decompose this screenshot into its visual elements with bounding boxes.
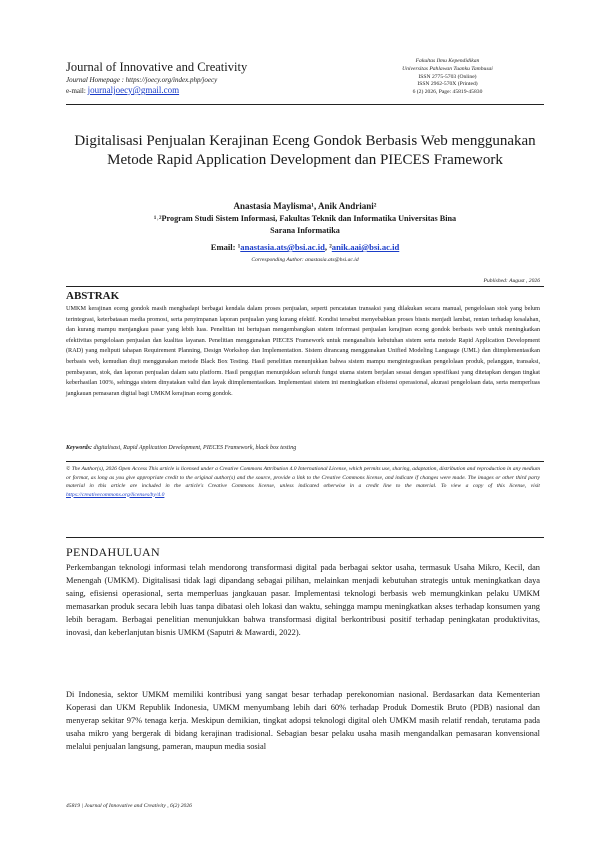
issn-print: ISSN 2962-570X (Printed)	[417, 81, 478, 88]
publisher-faculty: Fakultas Ilmu Kependidikan	[415, 58, 480, 64]
journal-email-label: e-mail:	[66, 87, 86, 95]
article-title: Digitalisasi Penjualan Kerajinan Eceng Gondok Berbasis Web menggunakan Metode Rapid Application Development dan PIECES Framework	[74, 133, 536, 168]
email-link-1[interactable]: anastasia.ats@bsi.ac.id	[240, 242, 325, 252]
abstract-text: UMKM kerajinan eceng gondok masih menghadapi berbagai kendala dalam proses penjualan, seperti pencatatan transaksi yang dilakukan secara manual, pengelolaan stok yang belum terintegrasi, keterbatasan media promosi, serta penyimpanan laporan penjualan yang kurang efektif. Kondisi tersebut menyebabkan proses bisnis menjadi lambat, rentan terhadap kesalahan, dan kurang mampu menjangkau pasar yang lebih luas. Penelitian ini bertujuan mengembangkan sistem informasi penjualan kerajinan eceng gondok berbasis web untuk meningkatkan efektivitas pengelolaan penjualan dan kualitas layanan. Penelitian menggunakan PIECES Framework untuk menganalisis kebutuhan sistem serta metode Rapid Application Development (RAD) yang meliputi tahapan Requirement Planning, Design Workshop dan Implementation. Sistem dirancang menggunakan Unified Modeling Language (UML) dan diimplementasikan berbasis web, kemudian diuji menggunakan metode Black Box Testing. Hasil penelitian menunjukkan bahwa sistem mampu mengintegrasikan pengelolaan produk, pelanggan, transaksi, pembayaran, stok, dan laporan penjualan dalam satu platform. Hasil pengujian menunjukkan seluruh fungsi utama sistem berjalan sesuai dengan spesifikasi yang ditetapkan dengan tingkat keberhasilan 100%, sehingga sistem dinyatakan valid dan layak diimplementasikan. Implementasi sistem ini meningkatkan efisiensi operasional, akurasi pengelolaan data, serta memperluas jangkauan pemasaran digital bagi UMKM kerajinan eceng gondok.	[66, 305, 540, 397]
license-link[interactable]: https://creativecommons.org/licenses/by/4.0	[66, 491, 165, 498]
volume-pages: 6 (2) 2026, Page: 45819-45830	[412, 89, 483, 96]
corresponding-author: Corresponding Author: anastasia.ats@bsi.ac.id	[251, 257, 359, 263]
article-authors: Anastasia Maylisma¹, Anik Andriani²	[233, 201, 377, 211]
keywords	[66, 444, 540, 453]
page-footer: 45819 | Journal of Innovative and Creativity , 6(2) 2026	[66, 803, 192, 809]
abstract-heading: ABSTRAK	[66, 290, 120, 302]
license-top-rule	[66, 461, 544, 462]
header-rule	[66, 104, 544, 105]
journal-header	[66, 60, 336, 96]
email-label: Email: ¹	[210, 242, 241, 252]
journal-name: Journal of Innovative and Creativity	[66, 60, 248, 74]
keywords-text: digitalisasi, Rapid Application Development, PIECES Framework, black box testing	[93, 445, 297, 451]
author-emails	[70, 241, 540, 253]
published-date: Published: August , 2026	[483, 278, 540, 284]
journal-email-line	[66, 85, 336, 96]
paragraph-1: Perkembangan teknologi informasi telah mendorong transformasi digital pada berbagai sektor usaha, termasuk Usaha Mikro, Kecil, dan Menengah (UMKM). Digitalisasi tidak lagi dipandang sebagai pilihan, melainkan menjadi kebutuhan strategis untuk meningkatkan daya saing, efisiensi operasional, serta memperluas jangkauan pasar. Implementasi teknologi berbasis web memungkinkan pelaku UMKM memasarkan produk secara lebih luas tanpa dibatasi oleh lokasi dan waktu, sehingga mampu meningkatkan akses terhadap konsumen yang lebih beragam. Berbagai penelitian menunjukkan bahwa transformasi digital berkontribusi positif terhadap peningkatan produktivitas, inovasi, dan keberlanjutan bisnis UMKM (Saputri & Mawardi, 2022).	[66, 563, 540, 637]
journal-homepage: Journal Homepage : https://joecy.org/index.php/joecy	[66, 76, 218, 84]
publisher-info	[360, 58, 535, 97]
license-notice	[66, 465, 540, 499]
email-link-2[interactable]: anik.aai@bsi.ac.id	[331, 242, 400, 252]
publisher-university: Universitas Pahlawan Tuanku Tambusai	[402, 65, 493, 72]
paragraph-2: Di Indonesia, sektor UMKM memiliki kontribusi yang sangat besar terhadap perekonomian nasional. Berdasarkan data Kementerian Koperasi dan UKM Republik Indonesia, UMKM menyumbang lebih dari 60% terhadap Produk Domestik Bruto (PDB) nasional dan menyerap sekitar 97% tenaga kerja. Meskipun demikian, tingkat adopsi teknologi digital oleh UMKM masih relatif rendah, terutama pada usaha mikro yang bergerak di bidang kerajinan tradisional. Sebagian besar pelaku usaha masih mengandalkan pemasaran konvensional melalui penjualan langsung, pameran, maupun media sosial	[66, 690, 540, 751]
keywords-label: Keywords:	[66, 445, 92, 451]
journal-email-link[interactable]: journaljoecy@gmail.com	[87, 85, 180, 95]
license-bottom-rule	[66, 537, 544, 538]
abstract-top-rule	[66, 286, 544, 287]
section-heading: PENDAHULUAN	[66, 545, 160, 559]
issn-online: ISSN 2775-5703 (Online)	[418, 73, 477, 80]
license-text: © The Author(s), 2026 Open Access This article is licensed under a Creative Commons Attribution 4.0 International License, which permits use, sharing, adaptation, distribution and reproduction in any medium or format, as long as you give appropriate credit to the original author(s) and the source, provide a link to the Creative Commons license, and indicate if changes were made. The images or other third party material in this article are included in the article's Creative Commons license, unless indicated otherwise in a credit line to the material. To view a copy of this license, visit	[66, 466, 540, 489]
email-separator: , ²	[324, 242, 332, 252]
article-affiliation: ¹˒²Program Studi Sistem Informasi, Fakultas Teknik dan Informatika Universitas Bina Sarana Informatika	[153, 214, 457, 235]
